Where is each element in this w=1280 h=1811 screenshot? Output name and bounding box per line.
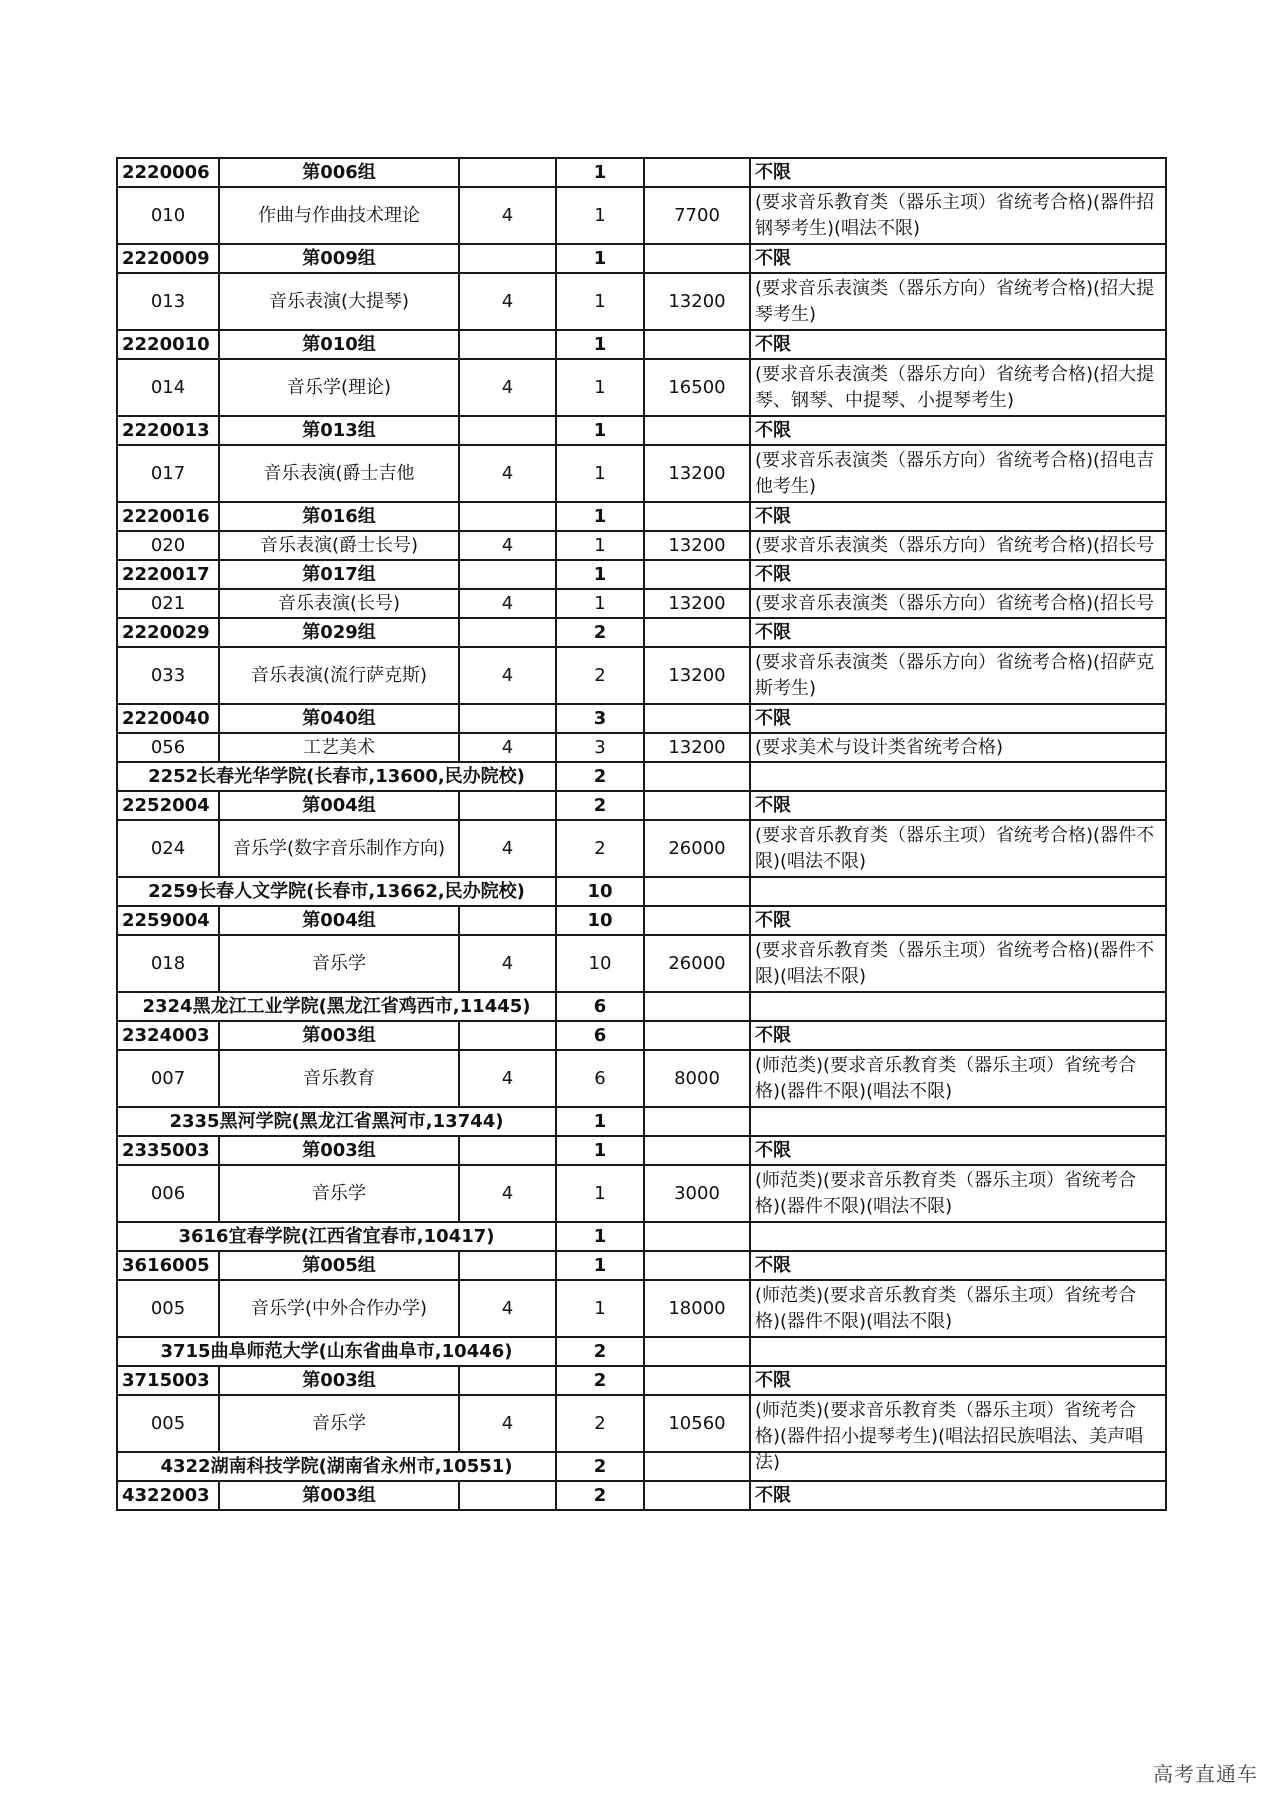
years-cell (459, 158, 556, 187)
remark-text: 不限 (755, 1024, 791, 1046)
remark-cell (750, 1481, 1166, 1510)
remark-cell (750, 618, 1166, 647)
fee-cell (644, 762, 750, 791)
major-name-cell: 音乐表演(大提琴) (219, 273, 459, 330)
fee-cell (644, 416, 750, 445)
plan-count-cell: 3 (556, 733, 644, 762)
plan-count-cell: 6 (556, 1050, 644, 1107)
major-code-cell: 024 (117, 820, 219, 877)
years-cell (459, 1021, 556, 1050)
plan-count-cell: 1 (556, 330, 644, 359)
major-name-cell: 音乐教育 (219, 1050, 459, 1107)
fee-cell (644, 560, 750, 589)
major-name-cell: 音乐表演(爵士吉他 (219, 445, 459, 502)
group-name-cell: 第003组 (219, 1136, 459, 1165)
group-code-cell: 2220013 (117, 416, 219, 445)
plan-count-cell: 2 (556, 1395, 644, 1452)
plan-count-cell: 6 (556, 1021, 644, 1050)
major-code-cell: 005 (117, 1395, 219, 1452)
years-cell (459, 704, 556, 733)
remark-text: 不限 (755, 1139, 791, 1161)
remark-text: (师范类)(要求音乐教育类（器乐主项）省统考合格)(器件不限)(唱法不限) (755, 1054, 1137, 1102)
plan-count-cell: 1 (556, 560, 644, 589)
major-row (117, 1395, 1166, 1452)
years-cell (459, 1481, 556, 1510)
plan-count-cell: 2 (556, 1337, 644, 1366)
major-code-cell: 010 (117, 187, 219, 244)
enrollment-plan-table (116, 157, 1167, 1511)
remark-text: 不限 (755, 419, 791, 441)
group-name-cell: 第017组 (219, 560, 459, 589)
major-row (117, 445, 1166, 502)
fee-cell (644, 618, 750, 647)
fee-cell: 7700 (644, 187, 750, 244)
group-row (117, 618, 1166, 647)
fee-cell (644, 1452, 750, 1481)
years-cell: 4 (459, 935, 556, 992)
plan-count-cell: 1 (556, 1107, 644, 1136)
major-code-cell: 013 (117, 273, 219, 330)
plan-count-cell: 1 (556, 1280, 644, 1337)
plan-count-cell: 2 (556, 647, 644, 704)
years-cell: 4 (459, 445, 556, 502)
remark-cell (750, 1280, 1166, 1337)
major-code-cell: 017 (117, 445, 219, 502)
major-row (117, 531, 1166, 560)
group-row (117, 502, 1166, 531)
fee-cell: 13200 (644, 531, 750, 560)
major-name-cell: 音乐学 (219, 935, 459, 992)
major-row (117, 273, 1166, 330)
years-cell: 4 (459, 187, 556, 244)
years-cell (459, 1251, 556, 1280)
group-code-cell: 2220029 (117, 618, 219, 647)
group-row (117, 1366, 1166, 1395)
fee-cell (644, 1481, 750, 1510)
major-name-cell: 音乐学 (219, 1165, 459, 1222)
fee-cell: 26000 (644, 820, 750, 877)
remark-cell (750, 531, 1166, 560)
remark-cell (750, 791, 1166, 820)
group-row (117, 1251, 1166, 1280)
group-code-cell: 2220016 (117, 502, 219, 531)
plan-count-cell: 1 (556, 158, 644, 187)
group-name-cell: 第006组 (219, 158, 459, 187)
years-cell (459, 906, 556, 935)
major-name-cell: 音乐学(理论) (219, 359, 459, 416)
remark-cell (750, 1222, 1166, 1251)
group-code-cell: 2259004 (117, 906, 219, 935)
group-name-cell: 第004组 (219, 906, 459, 935)
remark-cell (750, 244, 1166, 273)
group-code-cell: 2220010 (117, 330, 219, 359)
major-name-cell: 音乐学 (219, 1395, 459, 1452)
plan-count-cell: 1 (556, 1251, 644, 1280)
school-row (117, 1222, 1166, 1251)
group-code-cell: 4322003 (117, 1481, 219, 1510)
fee-cell (644, 791, 750, 820)
plan-count-cell: 10 (556, 906, 644, 935)
years-cell (459, 1366, 556, 1395)
remark-cell (750, 502, 1166, 531)
remark-cell (750, 1107, 1166, 1136)
plan-count-cell: 2 (556, 1481, 644, 1510)
plan-count-cell: 10 (556, 877, 644, 906)
remark-cell (750, 704, 1166, 733)
fee-cell: 13200 (644, 647, 750, 704)
school-row (117, 1337, 1166, 1366)
table-body (117, 158, 1166, 1510)
remark-cell (750, 1165, 1166, 1222)
group-row (117, 1136, 1166, 1165)
remark-cell (750, 589, 1166, 618)
major-row (117, 589, 1166, 618)
years-cell: 4 (459, 531, 556, 560)
remark-text: 不限 (755, 1369, 791, 1391)
fee-cell (644, 1366, 750, 1395)
remark-text: (要求音乐教育类（器乐主项）省统考合格)(器件招钢琴考生)(唱法不限) (755, 191, 1155, 239)
fee-cell: 18000 (644, 1280, 750, 1337)
remark-text: 不限 (755, 909, 791, 931)
fee-cell: 16500 (644, 359, 750, 416)
remark-cell (750, 1050, 1166, 1107)
major-row (117, 1280, 1166, 1337)
major-row (117, 359, 1166, 416)
plan-count-cell: 2 (556, 820, 644, 877)
major-row (117, 935, 1166, 992)
group-row (117, 704, 1166, 733)
group-row (117, 906, 1166, 935)
plan-count-cell: 2 (556, 1366, 644, 1395)
remark-cell (750, 1251, 1166, 1280)
group-code-cell: 3616005 (117, 1251, 219, 1280)
major-code-cell: 033 (117, 647, 219, 704)
fee-cell: 13200 (644, 733, 750, 762)
years-cell: 4 (459, 273, 556, 330)
remark-cell (750, 906, 1166, 935)
group-code-cell: 2220006 (117, 158, 219, 187)
group-code-cell: 3715003 (117, 1366, 219, 1395)
school-name-cell: 2324黑龙江工业学院(黑龙江省鸡西市,11445) (117, 992, 556, 1021)
group-name-cell: 第013组 (219, 416, 459, 445)
major-name-cell: 音乐表演(爵士长号) (219, 531, 459, 560)
years-cell: 4 (459, 1395, 556, 1452)
years-cell (459, 502, 556, 531)
years-cell (459, 330, 556, 359)
group-row (117, 416, 1166, 445)
fee-cell (644, 1136, 750, 1165)
fee-cell (644, 502, 750, 531)
group-row (117, 1481, 1166, 1510)
fee-cell: 13200 (644, 589, 750, 618)
plan-count-cell: 1 (556, 273, 644, 330)
school-name-cell: 2335黑河学院(黑龙江省黑河市,13744) (117, 1107, 556, 1136)
remark-text: 不限 (755, 161, 791, 183)
school-name-cell: 3616宜春学院(江西省宜春市,10417) (117, 1222, 556, 1251)
plan-count-cell: 1 (556, 1222, 644, 1251)
major-row (117, 820, 1166, 877)
plan-count-cell: 10 (556, 935, 644, 992)
group-row (117, 560, 1166, 589)
years-cell (459, 416, 556, 445)
major-row (117, 1165, 1166, 1222)
remark-text: (师范类)(要求音乐教育类（器乐主项）省统考合格)(器件招小提琴考生)(唱法招民族唱法、美声唱法) (755, 1399, 1144, 1473)
remark-text: (要求音乐表演类（器乐方向）省统考合格)(招长号 (755, 592, 1155, 614)
fee-cell (644, 244, 750, 273)
major-code-cell: 018 (117, 935, 219, 992)
years-cell: 4 (459, 359, 556, 416)
remark-cell (750, 359, 1166, 416)
major-row (117, 1050, 1166, 1107)
years-cell: 4 (459, 647, 556, 704)
fee-cell: 26000 (644, 935, 750, 992)
remark-cell (750, 187, 1166, 244)
fee-cell (644, 330, 750, 359)
remark-text: 不限 (755, 505, 791, 527)
remark-text: 不限 (755, 563, 791, 585)
group-name-cell: 第009组 (219, 244, 459, 273)
group-code-cell: 2220040 (117, 704, 219, 733)
remark-cell (750, 560, 1166, 589)
years-cell (459, 618, 556, 647)
plan-count-cell: 1 (556, 416, 644, 445)
major-row (117, 647, 1166, 704)
remark-cell (750, 647, 1166, 704)
school-row (117, 1107, 1166, 1136)
remark-text: (要求音乐表演类（器乐方向）省统考合格)(招长号 (755, 534, 1155, 556)
plan-count-cell: 1 (556, 502, 644, 531)
group-row (117, 791, 1166, 820)
group-code-cell: 2220017 (117, 560, 219, 589)
group-name-cell: 第010组 (219, 330, 459, 359)
remark-cell (750, 416, 1166, 445)
major-name-cell: 作曲与作曲技术理论 (219, 187, 459, 244)
remark-text: 不限 (755, 794, 791, 816)
remark-cell (750, 992, 1166, 1021)
remark-cell (750, 273, 1166, 330)
fee-cell (644, 704, 750, 733)
remark-cell (750, 158, 1166, 187)
group-code-cell: 2335003 (117, 1136, 219, 1165)
school-name-cell: 4322湖南科技学院(湖南省永州市,10551) (117, 1452, 556, 1481)
major-name-cell: 音乐学(中外合作办学) (219, 1280, 459, 1337)
group-name-cell: 第029组 (219, 618, 459, 647)
major-code-cell: 006 (117, 1165, 219, 1222)
years-cell: 4 (459, 1280, 556, 1337)
remark-text: (要求音乐教育类（器乐主项）省统考合格)(器件不限)(唱法不限) (755, 939, 1155, 987)
remark-cell (750, 1452, 1166, 1481)
fee-cell (644, 1222, 750, 1251)
plan-count-cell: 2 (556, 791, 644, 820)
plan-count-cell: 3 (556, 704, 644, 733)
fee-cell (644, 1021, 750, 1050)
remark-cell (750, 1366, 1166, 1395)
fee-cell (644, 906, 750, 935)
group-name-cell: 第040组 (219, 704, 459, 733)
years-cell: 4 (459, 820, 556, 877)
years-cell (459, 244, 556, 273)
fee-cell (644, 877, 750, 906)
remark-text: 不限 (755, 707, 791, 729)
major-name-cell: 音乐学(数字音乐制作方向) (219, 820, 459, 877)
fee-cell (644, 158, 750, 187)
years-cell: 4 (459, 1050, 556, 1107)
remark-text: 不限 (755, 1484, 791, 1506)
remark-cell (750, 1021, 1166, 1050)
years-cell (459, 1136, 556, 1165)
plan-count-cell: 2 (556, 1452, 644, 1481)
group-row (117, 330, 1166, 359)
remark-cell (750, 733, 1166, 762)
group-row (117, 1021, 1166, 1050)
remark-cell (750, 877, 1166, 906)
remark-cell (750, 762, 1166, 791)
major-code-cell: 014 (117, 359, 219, 416)
fee-cell: 10560 (644, 1395, 750, 1452)
school-name-cell: 2259长春人文学院(长春市,13662,民办院校) (117, 877, 556, 906)
remark-text: (师范类)(要求音乐教育类（器乐主项）省统考合格)(器件不限)(唱法不限) (755, 1169, 1137, 1217)
group-name-cell: 第003组 (219, 1366, 459, 1395)
major-code-cell: 007 (117, 1050, 219, 1107)
school-row (117, 992, 1166, 1021)
remark-text: (要求音乐表演类（器乐方向）省统考合格)(招大提琴、钢琴、中提琴、小提琴考生) (755, 363, 1155, 411)
major-row (117, 187, 1166, 244)
years-cell: 4 (459, 1165, 556, 1222)
remark-cell (750, 1395, 1166, 1473)
remark-cell (750, 445, 1166, 502)
years-cell (459, 560, 556, 589)
plan-count-cell: 1 (556, 187, 644, 244)
plan-count-cell: 1 (556, 244, 644, 273)
school-row (117, 762, 1166, 791)
major-name-cell: 音乐表演(流行萨克斯) (219, 647, 459, 704)
plan-count-cell: 2 (556, 618, 644, 647)
major-code-cell: 021 (117, 589, 219, 618)
remark-text: (要求音乐教育类（器乐主项）省统考合格)(器件不限)(唱法不限) (755, 824, 1155, 872)
plan-count-cell: 2 (556, 762, 644, 791)
fee-cell (644, 1107, 750, 1136)
remark-cell (750, 820, 1166, 877)
group-code-cell: 2324003 (117, 1021, 219, 1050)
fee-cell: 13200 (644, 273, 750, 330)
remark-text: (师范类)(要求音乐教育类（器乐主项）省统考合格)(器件不限)(唱法不限) (755, 1284, 1137, 1332)
major-code-cell: 020 (117, 531, 219, 560)
remark-cell (750, 330, 1166, 359)
group-name-cell: 第003组 (219, 1021, 459, 1050)
major-code-cell: 056 (117, 733, 219, 762)
group-name-cell: 第003组 (219, 1481, 459, 1510)
group-code-cell: 2252004 (117, 791, 219, 820)
plan-count-cell: 1 (556, 445, 644, 502)
plan-count-cell: 1 (556, 359, 644, 416)
group-name-cell: 第005组 (219, 1251, 459, 1280)
remark-text: (要求音乐表演类（器乐方向）省统考合格)(招电吉他考生) (755, 449, 1155, 497)
remark-text: (要求音乐表演类（器乐方向）省统考合格)(招萨克斯考生) (755, 651, 1155, 699)
fee-cell: 8000 (644, 1050, 750, 1107)
major-name-cell: 音乐表演(长号) (219, 589, 459, 618)
group-code-cell: 2220009 (117, 244, 219, 273)
school-name-cell: 3715曲阜师范大学(山东省曲阜市,10446) (117, 1337, 556, 1366)
remark-text: 不限 (755, 1254, 791, 1276)
remark-text: (要求美术与设计类省统考合格) (755, 736, 1004, 758)
plan-count-cell: 1 (556, 1136, 644, 1165)
fee-cell: 3000 (644, 1165, 750, 1222)
plan-count-cell: 1 (556, 589, 644, 618)
fee-cell: 13200 (644, 445, 750, 502)
years-cell (459, 791, 556, 820)
major-row (117, 733, 1166, 762)
remark-text: 不限 (755, 333, 791, 355)
fee-cell (644, 992, 750, 1021)
group-row (117, 244, 1166, 273)
group-name-cell: 第016组 (219, 502, 459, 531)
fee-cell (644, 1251, 750, 1280)
remark-cell (750, 1337, 1166, 1366)
watermark-text: 高考直通车 (1153, 1762, 1258, 1786)
years-cell: 4 (459, 733, 556, 762)
remark-cell (750, 935, 1166, 992)
school-row (117, 1452, 1166, 1481)
major-code-cell: 005 (117, 1280, 219, 1337)
years-cell: 4 (459, 589, 556, 618)
remark-text: 不限 (755, 621, 791, 643)
remark-text: (要求音乐表演类（器乐方向）省统考合格)(招大提琴考生) (755, 277, 1155, 325)
fee-cell (644, 1337, 750, 1366)
school-name-cell: 2252长春光华学院(长春市,13600,民办院校) (117, 762, 556, 791)
plan-count-cell: 1 (556, 531, 644, 560)
plan-count-cell: 1 (556, 1165, 644, 1222)
school-row (117, 877, 1166, 906)
group-name-cell: 第004组 (219, 791, 459, 820)
plan-count-cell: 6 (556, 992, 644, 1021)
remark-cell (750, 1136, 1166, 1165)
remark-text: 不限 (755, 247, 791, 269)
major-name-cell: 工艺美术 (219, 733, 459, 762)
group-row (117, 158, 1166, 187)
